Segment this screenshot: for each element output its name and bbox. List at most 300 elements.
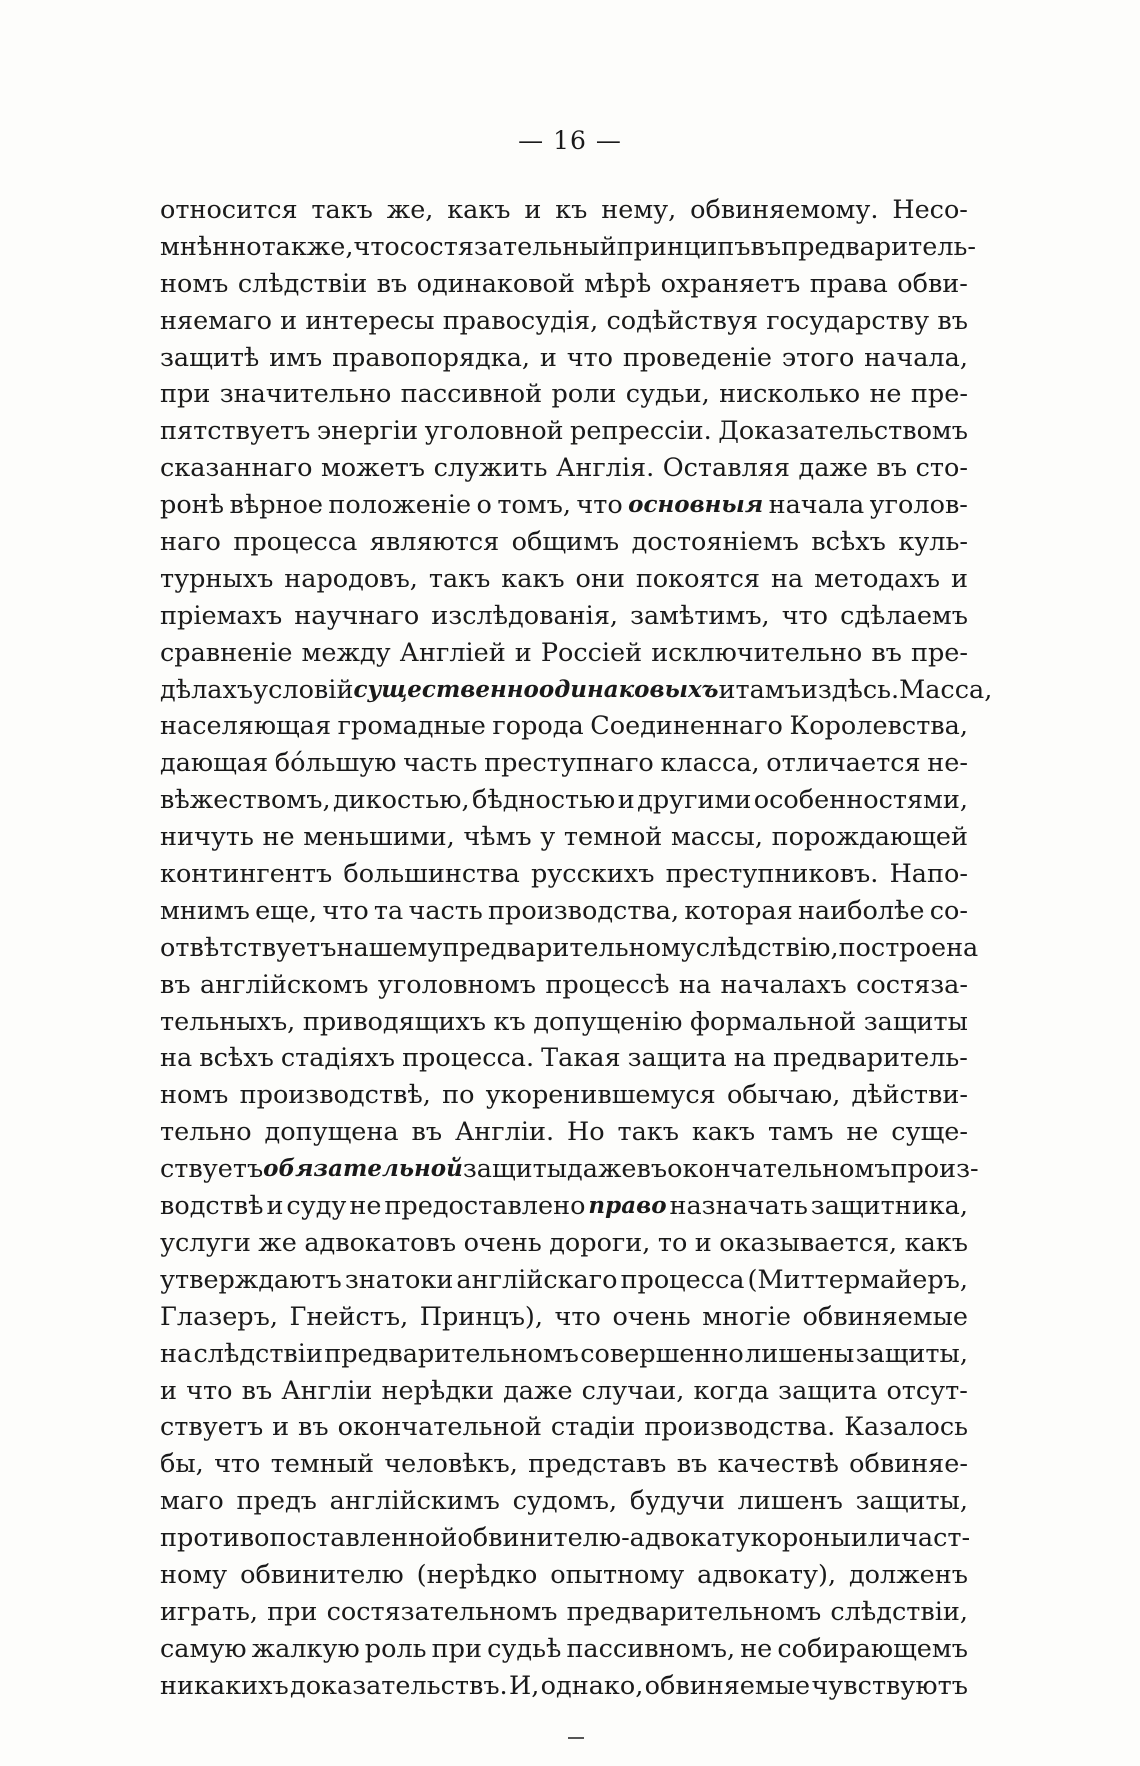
word: даже	[798, 453, 868, 484]
word: относится	[160, 195, 298, 225]
word: не	[349, 1191, 382, 1222]
word: при	[267, 1596, 318, 1627]
word: замѣтимъ,	[630, 600, 770, 631]
word: можетъ	[320, 453, 426, 484]
word: не	[869, 379, 902, 410]
word: же,	[386, 195, 434, 225]
text-line	[160, 782, 968, 819]
word: народовъ,	[284, 563, 418, 594]
text-line	[160, 856, 968, 893]
word: къ	[555, 195, 588, 225]
word: города	[492, 711, 584, 742]
word: даже	[503, 1375, 573, 1406]
word: отсут-	[886, 1375, 968, 1406]
word: Казалось	[844, 1412, 968, 1443]
word: уголовномъ	[377, 969, 536, 1000]
word: при	[431, 1633, 482, 1664]
word: на	[770, 563, 804, 594]
word: слѣдствіи,	[830, 1596, 968, 1627]
word: предварительномъ	[566, 1596, 822, 1627]
word: Королевства,	[789, 711, 968, 742]
word: когда	[693, 1375, 770, 1406]
word: охраняетъ	[660, 268, 801, 299]
word: дающая	[160, 748, 269, 779]
word: будучи	[629, 1486, 725, 1517]
word: предваритель-	[781, 231, 977, 262]
word: формальной	[690, 1006, 857, 1037]
word: человѣкъ,	[384, 1449, 518, 1480]
word: сравненіе	[160, 637, 293, 668]
word: слѣдствіи	[193, 1338, 323, 1369]
word: массы,	[670, 822, 763, 853]
word: какъ	[447, 195, 511, 225]
text-line	[160, 192, 968, 229]
word: нерѣдки	[381, 1375, 494, 1406]
word: обвиняемому.	[690, 195, 879, 225]
word: проведеніе	[622, 342, 773, 373]
word: производства.	[644, 1412, 836, 1443]
word: чѣмъ	[463, 822, 532, 853]
word: жалкую	[251, 1633, 360, 1664]
word: на	[160, 1043, 193, 1074]
word: такъ	[617, 1117, 679, 1148]
word: начала	[768, 490, 865, 521]
word: научнаго	[294, 600, 420, 631]
word: мнѣнно	[160, 231, 262, 262]
body-text	[160, 192, 993, 1705]
word: обвинителю	[240, 1559, 404, 1590]
word: Англія.	[556, 453, 655, 484]
word: часть	[403, 748, 478, 779]
word: очень	[612, 1301, 691, 1332]
word: многіе	[702, 1301, 791, 1332]
word: часть	[408, 895, 483, 926]
word: предварительномъ	[324, 1338, 579, 1369]
word: опытному	[550, 1559, 685, 1590]
word: что	[186, 1375, 233, 1406]
word: въ	[871, 637, 902, 668]
word: мѣрѣ	[584, 268, 652, 299]
word: государству	[766, 305, 930, 336]
word: въ	[636, 1154, 668, 1185]
text-line	[160, 303, 968, 340]
word: и	[718, 674, 736, 705]
word: и	[950, 563, 968, 594]
word: И,	[509, 1670, 540, 1701]
word: состязательный	[399, 231, 617, 262]
word: нему,	[601, 195, 677, 225]
word: Гнейстъ,	[289, 1301, 409, 1332]
word: на	[160, 1338, 193, 1369]
word: что	[566, 342, 614, 373]
word: допущена	[264, 1117, 399, 1148]
word: этого	[781, 342, 855, 373]
word: бо́льшую	[274, 748, 397, 779]
text-line	[160, 229, 977, 266]
word: та	[373, 895, 404, 926]
word: няемаго	[160, 305, 272, 336]
word: суще-	[891, 1117, 968, 1148]
word: окончательной	[337, 1412, 542, 1443]
word: покоятся	[635, 563, 761, 594]
text-line	[160, 672, 993, 709]
text-line	[160, 1520, 971, 1557]
word: ствуетъ	[160, 1154, 264, 1185]
word: класса,	[660, 748, 760, 779]
word: вѣжествомъ,	[160, 785, 331, 816]
text-line	[160, 1299, 968, 1336]
word: ному	[160, 1559, 228, 1590]
word: судомъ,	[512, 1486, 618, 1517]
word: дѣлахъ	[160, 674, 254, 705]
word: Такая	[541, 1043, 621, 1074]
word: случаи,	[581, 1375, 685, 1406]
word: на	[733, 1043, 766, 1074]
word: слѣдствіи	[237, 268, 368, 299]
word: на	[678, 969, 712, 1000]
word: и	[524, 195, 542, 225]
word: между	[301, 637, 391, 668]
word: значительно	[219, 379, 392, 410]
word: Глазеръ,	[160, 1301, 278, 1332]
word: въ	[676, 1449, 708, 1480]
word: обычаю,	[726, 1080, 841, 1111]
word: условій	[253, 674, 354, 705]
word: и	[617, 785, 635, 816]
word: защита	[627, 1043, 727, 1074]
word: въ	[376, 268, 408, 299]
word: и	[266, 1191, 284, 1222]
word: собирающемъ	[777, 1633, 968, 1664]
word: меньшими,	[303, 822, 455, 853]
word: услуги	[160, 1227, 251, 1258]
word: куль-	[898, 527, 968, 558]
word: сдѣлаемъ	[840, 600, 968, 631]
word: въ	[160, 969, 191, 1000]
word: особенностями,	[753, 785, 968, 816]
word: защиты,	[855, 1338, 968, 1369]
word: (Миттермайеръ,	[747, 1264, 968, 1295]
word: уголов-	[869, 490, 968, 521]
word: томъ,	[497, 490, 571, 521]
word: Доказательствомъ	[718, 416, 968, 447]
word: предоставлено	[384, 1191, 586, 1222]
word: что	[576, 490, 623, 521]
word: положеніе	[328, 490, 472, 521]
word: представъ	[528, 1449, 667, 1480]
word: репрессіи.	[570, 416, 712, 447]
word: въ	[411, 1117, 443, 1148]
word: сказаннаго	[160, 453, 313, 484]
word: какъ	[501, 563, 565, 594]
word: отвѣтствуетъ	[160, 932, 337, 963]
word: одинаковой	[416, 268, 575, 299]
word: къ	[493, 1006, 526, 1037]
word: Соединеннаго	[590, 711, 783, 742]
word: процесса.	[402, 1043, 535, 1074]
word: дороги,	[549, 1227, 651, 1258]
bottom-edge-mark	[568, 1737, 584, 1739]
word: процесса	[233, 527, 358, 558]
text-line	[160, 487, 968, 524]
word: тамъ	[768, 1117, 834, 1148]
word: Масса,	[899, 674, 993, 705]
word: и	[539, 342, 557, 373]
word: и	[514, 637, 532, 668]
word: сто-	[915, 453, 968, 484]
word: стадіи	[550, 1412, 636, 1443]
text-line	[160, 708, 968, 745]
word: никакихъ	[160, 1670, 289, 1701]
word: англійскаго	[456, 1264, 618, 1295]
word: нашему	[336, 932, 443, 963]
word: въ	[750, 231, 782, 262]
text-line	[160, 1594, 968, 1631]
word: играть,	[160, 1596, 258, 1627]
word: со-	[929, 895, 968, 926]
word: англійскомъ	[199, 969, 369, 1000]
text-line	[160, 1040, 968, 1077]
word: допущенію	[533, 1006, 683, 1037]
word: роль	[364, 1633, 427, 1664]
word: Принцъ),	[419, 1301, 543, 1332]
word: и	[272, 1412, 290, 1443]
word: всѣхъ	[811, 527, 886, 558]
text-line	[160, 1004, 968, 1041]
word: какъ	[691, 1117, 756, 1148]
word: методахъ	[814, 563, 940, 594]
word: построена	[838, 932, 979, 963]
text-line	[160, 745, 968, 782]
word: то	[657, 1227, 688, 1258]
word: основныя	[628, 491, 764, 519]
word: дѣйстви-	[851, 1080, 968, 1111]
word: Англіи	[281, 1375, 373, 1406]
word: и	[280, 305, 298, 336]
word: чувствуютъ	[811, 1670, 968, 1701]
word: являются	[369, 527, 500, 558]
word: номъ	[160, 1080, 229, 1111]
text-line	[160, 340, 968, 377]
word: защитника,	[810, 1191, 968, 1222]
word: оказывается,	[719, 1227, 898, 1258]
text-line	[160, 1668, 968, 1705]
text-line	[160, 561, 968, 598]
word: произ-	[890, 1154, 979, 1185]
word: англійскимъ	[329, 1486, 500, 1517]
word: окончательномъ	[667, 1154, 891, 1185]
word: и	[694, 1227, 712, 1258]
word: обязательной	[263, 1155, 463, 1183]
text-line	[160, 1409, 968, 1446]
word: въ	[241, 1375, 273, 1406]
text-line	[160, 893, 968, 930]
word: мнимъ	[160, 895, 250, 926]
word: начала,	[864, 342, 968, 373]
word: права	[809, 268, 888, 299]
word: знатоки	[344, 1264, 454, 1295]
word: преступнаго	[484, 748, 654, 779]
word: такъ	[311, 195, 373, 225]
word: вѣрное	[229, 490, 323, 521]
word: нисколько	[719, 379, 861, 410]
word: и	[160, 1375, 177, 1406]
word: Англіи.	[454, 1117, 555, 1148]
word: въ	[937, 305, 968, 336]
word: лишенъ	[737, 1486, 843, 1517]
word: Оставляя	[662, 453, 790, 484]
text-line	[160, 1114, 968, 1151]
word: пятствуетъ	[160, 416, 311, 447]
word: ронѣ	[160, 490, 225, 521]
word: ничуть	[160, 822, 254, 853]
text-line	[160, 1188, 968, 1225]
word: предваритель-	[773, 1043, 968, 1074]
word: темной	[563, 822, 663, 853]
word: защита	[778, 1375, 878, 1406]
word: номъ	[160, 268, 229, 299]
word: суду	[286, 1191, 347, 1222]
word: они	[575, 563, 625, 594]
word: при	[160, 379, 211, 410]
word: судьѣ	[487, 1633, 562, 1664]
text-line	[160, 967, 968, 1004]
word: процессѣ	[545, 969, 670, 1000]
word: ствуетъ	[160, 1412, 264, 1443]
word: какъ	[904, 1227, 968, 1258]
word: тамъ	[735, 674, 801, 705]
word: турныхъ	[160, 563, 274, 594]
word: у	[540, 822, 556, 853]
word: одинаковыхъ	[538, 675, 719, 703]
word: о	[476, 490, 492, 521]
word: не-	[927, 748, 968, 779]
word: част-	[901, 1523, 971, 1554]
word: однако,	[540, 1670, 644, 1701]
word: достояніемъ	[631, 527, 799, 558]
text-line	[160, 1225, 968, 1262]
word: процесса	[620, 1264, 745, 1295]
word: не	[846, 1117, 879, 1148]
word: интересы	[305, 305, 435, 336]
word: и	[800, 674, 818, 705]
word: исключительно	[651, 637, 863, 668]
text-line	[160, 1336, 968, 1373]
text-line	[160, 1557, 968, 1594]
word: общимъ	[511, 527, 620, 558]
word: дикостью,	[332, 785, 470, 816]
word: порождающей	[771, 822, 968, 853]
word: пре-	[910, 637, 968, 668]
word: темный	[270, 1449, 375, 1480]
word: большинства	[343, 859, 520, 890]
word: началахъ	[720, 969, 847, 1000]
word: обвинителю-адвокату	[457, 1523, 751, 1554]
word: качествѣ	[717, 1449, 839, 1480]
word: же	[258, 1227, 297, 1258]
word: приводящихъ	[302, 1006, 486, 1037]
text-line	[160, 635, 968, 672]
word: защиты	[462, 1154, 568, 1185]
text-line	[160, 413, 968, 450]
word: пассивной	[400, 379, 543, 410]
word: пассивномъ,	[566, 1633, 736, 1664]
word: очень	[463, 1227, 542, 1258]
word: энергіи	[316, 416, 419, 447]
word: не	[262, 822, 295, 853]
word: пре-	[910, 379, 968, 410]
text-line	[160, 524, 968, 561]
word: укоренившемуся	[485, 1080, 716, 1111]
text-line	[160, 1151, 979, 1188]
word: правосудія,	[442, 305, 599, 336]
word: судьи,	[625, 379, 710, 410]
word: бѣдностью	[472, 785, 616, 816]
word: стадіяхъ	[280, 1043, 396, 1074]
text-line	[160, 1373, 968, 1410]
word: громадные	[337, 711, 486, 742]
word: еще,	[255, 895, 318, 926]
word: что	[781, 600, 829, 631]
word: назначать	[669, 1191, 808, 1222]
word: наго	[160, 527, 221, 558]
text-line	[160, 1262, 968, 1299]
page-number: — 16 —	[518, 126, 622, 155]
word: содѣйствуя	[606, 305, 758, 336]
word: въ	[298, 1412, 329, 1443]
word: обви-	[897, 268, 968, 299]
word: предъ	[236, 1486, 317, 1517]
word: защиты	[863, 1006, 968, 1037]
word: Англіей	[399, 637, 506, 668]
word: также,что	[261, 231, 400, 262]
word: изслѣдованія,	[431, 600, 619, 631]
word: бы,	[160, 1449, 204, 1480]
text-line	[160, 1446, 968, 1483]
text-line	[160, 376, 968, 413]
word: короны	[750, 1523, 851, 1554]
word: въ	[876, 453, 908, 484]
word: право	[588, 1192, 667, 1220]
word: противопоставленной	[160, 1523, 458, 1554]
word: здѣсь.	[817, 674, 900, 705]
word: наиболѣе	[797, 895, 925, 926]
text-line	[160, 450, 968, 487]
word: всѣхъ	[199, 1043, 274, 1074]
word: или	[850, 1523, 902, 1554]
word: самую	[160, 1633, 247, 1664]
word: обвиняемые	[644, 1670, 811, 1701]
text-line	[160, 266, 968, 303]
word: адвокату),	[697, 1559, 837, 1590]
word: Несо-	[892, 195, 968, 225]
word: обвиняемые	[802, 1301, 968, 1332]
word: производства,	[488, 895, 680, 926]
word: маго	[160, 1486, 224, 1517]
text-line	[160, 1077, 968, 1114]
word: что	[322, 895, 369, 926]
word: водствѣ	[160, 1191, 264, 1222]
word: отличается	[766, 748, 921, 779]
word: тельно	[160, 1117, 252, 1148]
word: по	[442, 1080, 475, 1111]
word: принципъ	[616, 231, 751, 262]
text-line	[160, 598, 968, 635]
word: Напо-	[889, 859, 968, 890]
word: (нерѣдко	[416, 1559, 538, 1590]
word: Россіей	[540, 637, 643, 668]
word: слѣдствію,	[695, 932, 839, 963]
